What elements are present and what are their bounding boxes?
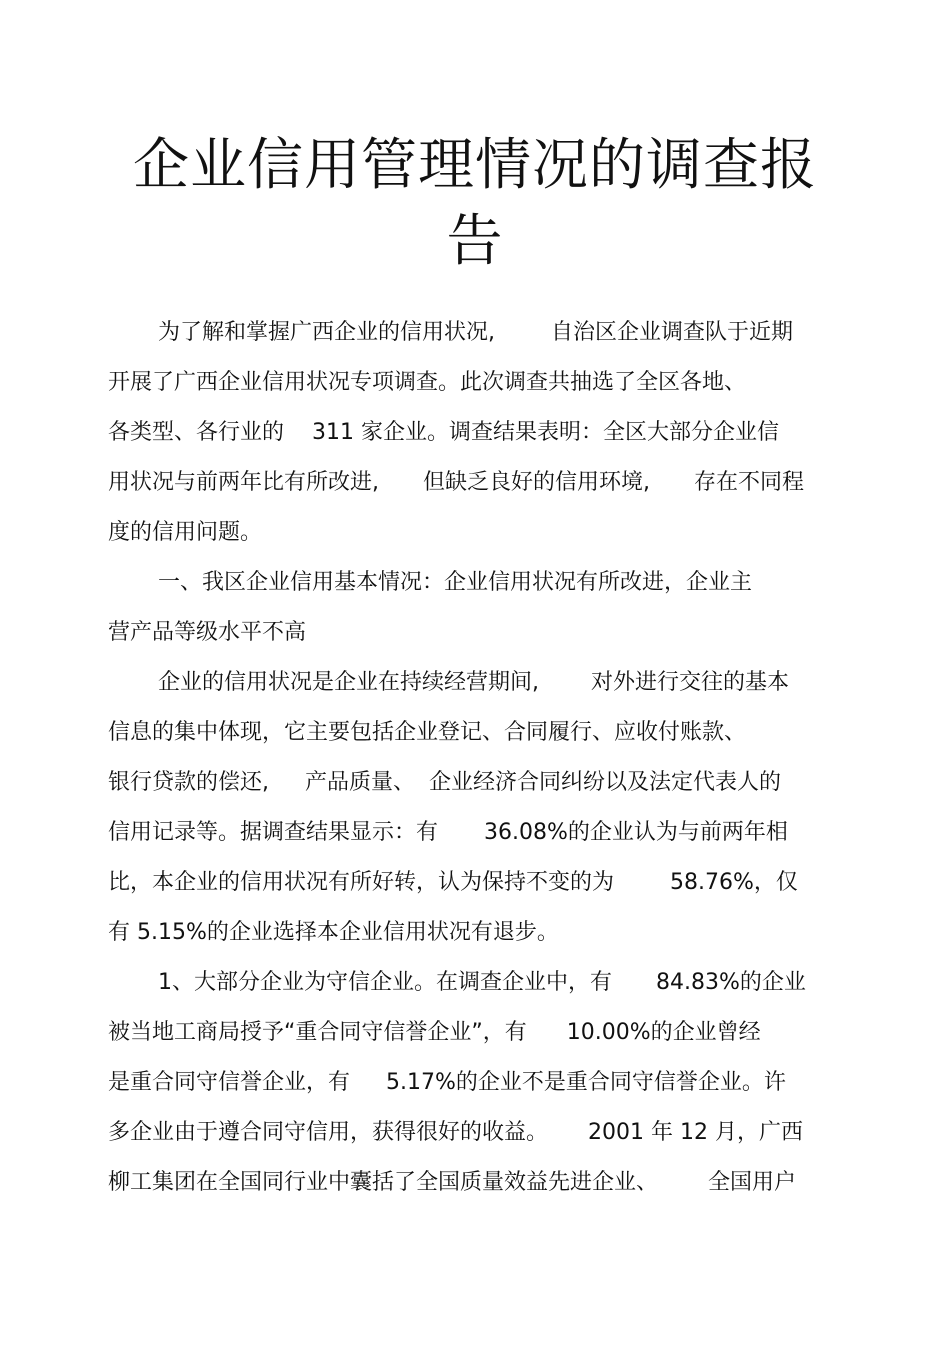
body-line (158, 669, 789, 697)
text-segment: 自治区企业调查队于近期 (551, 320, 794, 345)
text-segment: 为了解和掌握广西企业的信用状况, (158, 320, 495, 345)
text-segment: 311 家企业。调查结果表明：全区大部分企业信 (312, 420, 780, 445)
body-line (108, 369, 746, 397)
text-segment: 银行贷款的偿还, (108, 770, 269, 795)
text-segment: 信息的集中体现，它主要包括企业登记、合同履行、应收付账款、 (108, 720, 747, 745)
body-line (108, 1169, 796, 1197)
text-segment: 柳工集团在全国同行业中囊括了全国质量效益先进企业、 (108, 1170, 659, 1195)
body-line (108, 1069, 786, 1097)
body-line (108, 869, 798, 897)
text-segment: 一、我区企业信用基本情况：企业信用状况有所改进，企业主 (158, 570, 753, 595)
body-line (108, 819, 788, 847)
body-line (108, 519, 262, 547)
text-segment: 对外进行交往的基本 (591, 670, 790, 695)
text-segment: 被当地工商局授予“重合同守信誉企业”，有 (108, 1020, 527, 1045)
text-segment: 企业经济合同纠纷以及法定代表人的 (429, 770, 782, 795)
text-segment: 营产品等级水平不高 (108, 620, 307, 645)
text-segment: 10.00%的企业曾经 (566, 1020, 761, 1045)
body-line (158, 969, 806, 997)
text-segment: 产品质量、 (305, 770, 416, 795)
text-segment: 36.08%的企业认为与前两年相 (484, 820, 788, 845)
text-segment: 全国用户 (708, 1170, 797, 1195)
text-segment: 各类型、各行业的 (108, 420, 285, 445)
text-segment: 5.17%的企业不是重合同守信誉企业。许 (386, 1070, 786, 1095)
body-line (108, 919, 559, 947)
section-heading-line (158, 569, 752, 597)
section-heading-line (108, 619, 306, 647)
text-segment: 多企业由于遵合同守信用，获得很好的收益。 (108, 1120, 549, 1145)
body-line (108, 1119, 803, 1147)
body-line (108, 769, 781, 797)
text-segment: 企业的信用状况是企业在持续经营期间, (158, 670, 539, 695)
text-segment: 开展了广西企业信用状况专项调查。此次调查共抽选了全区各地、 (108, 370, 747, 395)
body-line (108, 1019, 761, 1047)
document-title-line-2: 告 (446, 209, 504, 274)
document-title-line-1: 企业信用管理情况的调查报 (133, 133, 817, 198)
body-line (108, 469, 804, 497)
body-line (158, 319, 793, 347)
text-segment: 2001 年 12 月，广西 (588, 1120, 803, 1145)
text-segment: 用状况与前两年比有所改进, (108, 470, 379, 495)
text-segment: 是重合同守信誉企业，有 (108, 1070, 351, 1095)
text-segment: 度的信用问题。 (108, 520, 263, 545)
text-segment: 有 5.15%的企业选择本企业信用状况有退步。 (108, 920, 559, 945)
text-segment: 但缺乏良好的信用环境, (423, 470, 650, 495)
text-segment: 1、大部分企业为守信企业。在调查企业中，有 (158, 970, 612, 995)
text-segment: 84.83%的企业 (656, 970, 806, 995)
text-segment: 58.76%，仅 (670, 870, 798, 895)
text-segment: 存在不同程 (694, 470, 805, 495)
body-line (108, 719, 746, 747)
text-segment: 比，本企业的信用状况有所好转，认为保持不变的为 (108, 870, 615, 895)
text-segment: 信用记录等。据调查结果显示：有 (108, 820, 439, 845)
body-line (108, 419, 779, 447)
